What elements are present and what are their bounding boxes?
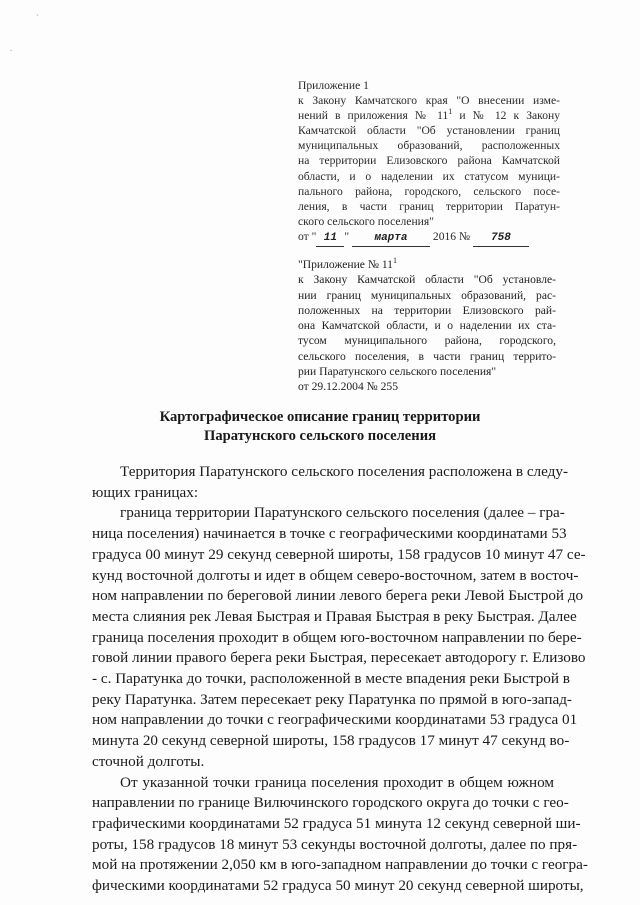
body-line: минута 20 секунд северной широты, 158 градусов 17 минут 47 секунд во- (92, 732, 570, 750)
appendix-11-title: "Приложение № $11^1$ (298, 256, 397, 271)
body-line: ном направлении до точки с географическими координатами 53 градуса 01 (92, 711, 578, 729)
body-line: ница поселения) начинается в точке с географическими координатами 53 (92, 525, 567, 543)
body-line: - с. Паратунка до точки, расположенной в месте впадения реки Быстрой в (92, 670, 570, 688)
appendix-1-line: на территории Елизовского района Камчатской (298, 154, 560, 168)
appendix-1-line: ления, в части границ территории Паратун- (298, 199, 560, 213)
appendix-11-line: нии границ муниципальных образований, рас- (298, 288, 556, 302)
appendix-1-line: муниципальных образований, расположенных (298, 139, 560, 153)
body-line: граница поселения проходит в общем юго-восточном направлении по бере- (92, 628, 582, 646)
appendix-11-line: тусом муниципального района, городского, (298, 334, 556, 348)
body-line: места слияния рек Левая Быстрая и Правая Быстрая в реку Быстрая. Далее (92, 607, 577, 625)
appendix-11-line: сельского поселения, в части границ террито- (298, 349, 556, 363)
appendix-11-date: от 29.12.2004 № 255 (298, 380, 399, 394)
appendix-1-line: области, и о наделении их статусом муници- (298, 169, 560, 183)
scan-speck: ` (36, 13, 39, 23)
appendix-1-line: Камчатской области "Об установлении границ (298, 124, 560, 138)
date-day-handwritten: 11 (316, 231, 344, 247)
appendix-1-line: к Закону Камчатского края "О внесении изме- (298, 94, 560, 108)
body-line: От указанной точки граница поселения проходит в общем южном (120, 773, 554, 791)
body-line: графическими координатами 52 градуса 51 минута 12 секунд северной ши- (92, 814, 581, 832)
scan-speck: . (10, 43, 13, 53)
document-title (0, 408, 640, 445)
body-line: кунд восточной долготы и идет в общем северо-восточном, затем в восточ- (92, 566, 579, 584)
body-line: Территория Паратунского сельского поселения расположена в следу- (120, 463, 569, 480)
body-line: говой линии правого берега реки Быстрая, пересекает автодорогу г. Елизово (92, 649, 586, 667)
body-line: градуса 00 минут 29 секунд северной широты, 158 градусов 10 минут 47 се- (92, 545, 586, 563)
body-line: реку Паратунка. Затем пересекает реку Паратунка по прямой в юго-запад- (92, 690, 572, 708)
appendix-1-date: от " 11 " марта 2016 № 758 (298, 229, 560, 247)
body-line: мой на протяжении 2,050 км в юго-западном направлении до точки с геогра- (92, 856, 588, 874)
appendix-11-line: она Камчатской области, и о наделении их ста- (298, 319, 556, 333)
appendix-11-line: к Закону Камчатской области "Об установле- (298, 273, 556, 287)
appendix-1-title: Приложение 1 (298, 79, 369, 92)
body-line: фическими координатами 52 градуса 50 минут 20 секунд северной широты, (92, 877, 584, 895)
appendix-1-line: ского сельского поселения" (298, 214, 434, 228)
body-line: сточной долготы. (92, 752, 205, 770)
appendix-11-line: рии Паратунского сельского поселения" (298, 365, 497, 379)
law-number-handwritten: 758 (473, 231, 529, 247)
appendix-1-line: нений в приложения № $11^1$ и № 12 к Закону (298, 107, 560, 123)
body-line: ном направлении по береговой линии левого берега реки Левой Быстрой до (92, 587, 584, 605)
appendix-1-header (298, 78, 560, 247)
document-body (92, 462, 588, 897)
document-title-line-1: Картографическое описание границ территории (159, 409, 481, 425)
body-line: направлении по границе Вилючинского городского округа до точки с гео- (92, 794, 569, 812)
date-month-handwritten: марта (352, 231, 430, 247)
appendix-11-line: положенных на территории Елизовского рай- (298, 303, 556, 317)
body-line: граница территории Паратунского сельского поселения (далее – гра- (120, 504, 565, 522)
body-line: роты, 158 градусов 18 минут 53 секунды восточной долготы, далее по пря- (92, 835, 578, 853)
document-title-line-2: Паратунского сельского поселения (203, 427, 437, 444)
appendix-11-header (298, 257, 556, 395)
body-line: ющих границах: (92, 483, 199, 501)
appendix-1-line: пального района, городского, сельского посе- (298, 184, 560, 198)
